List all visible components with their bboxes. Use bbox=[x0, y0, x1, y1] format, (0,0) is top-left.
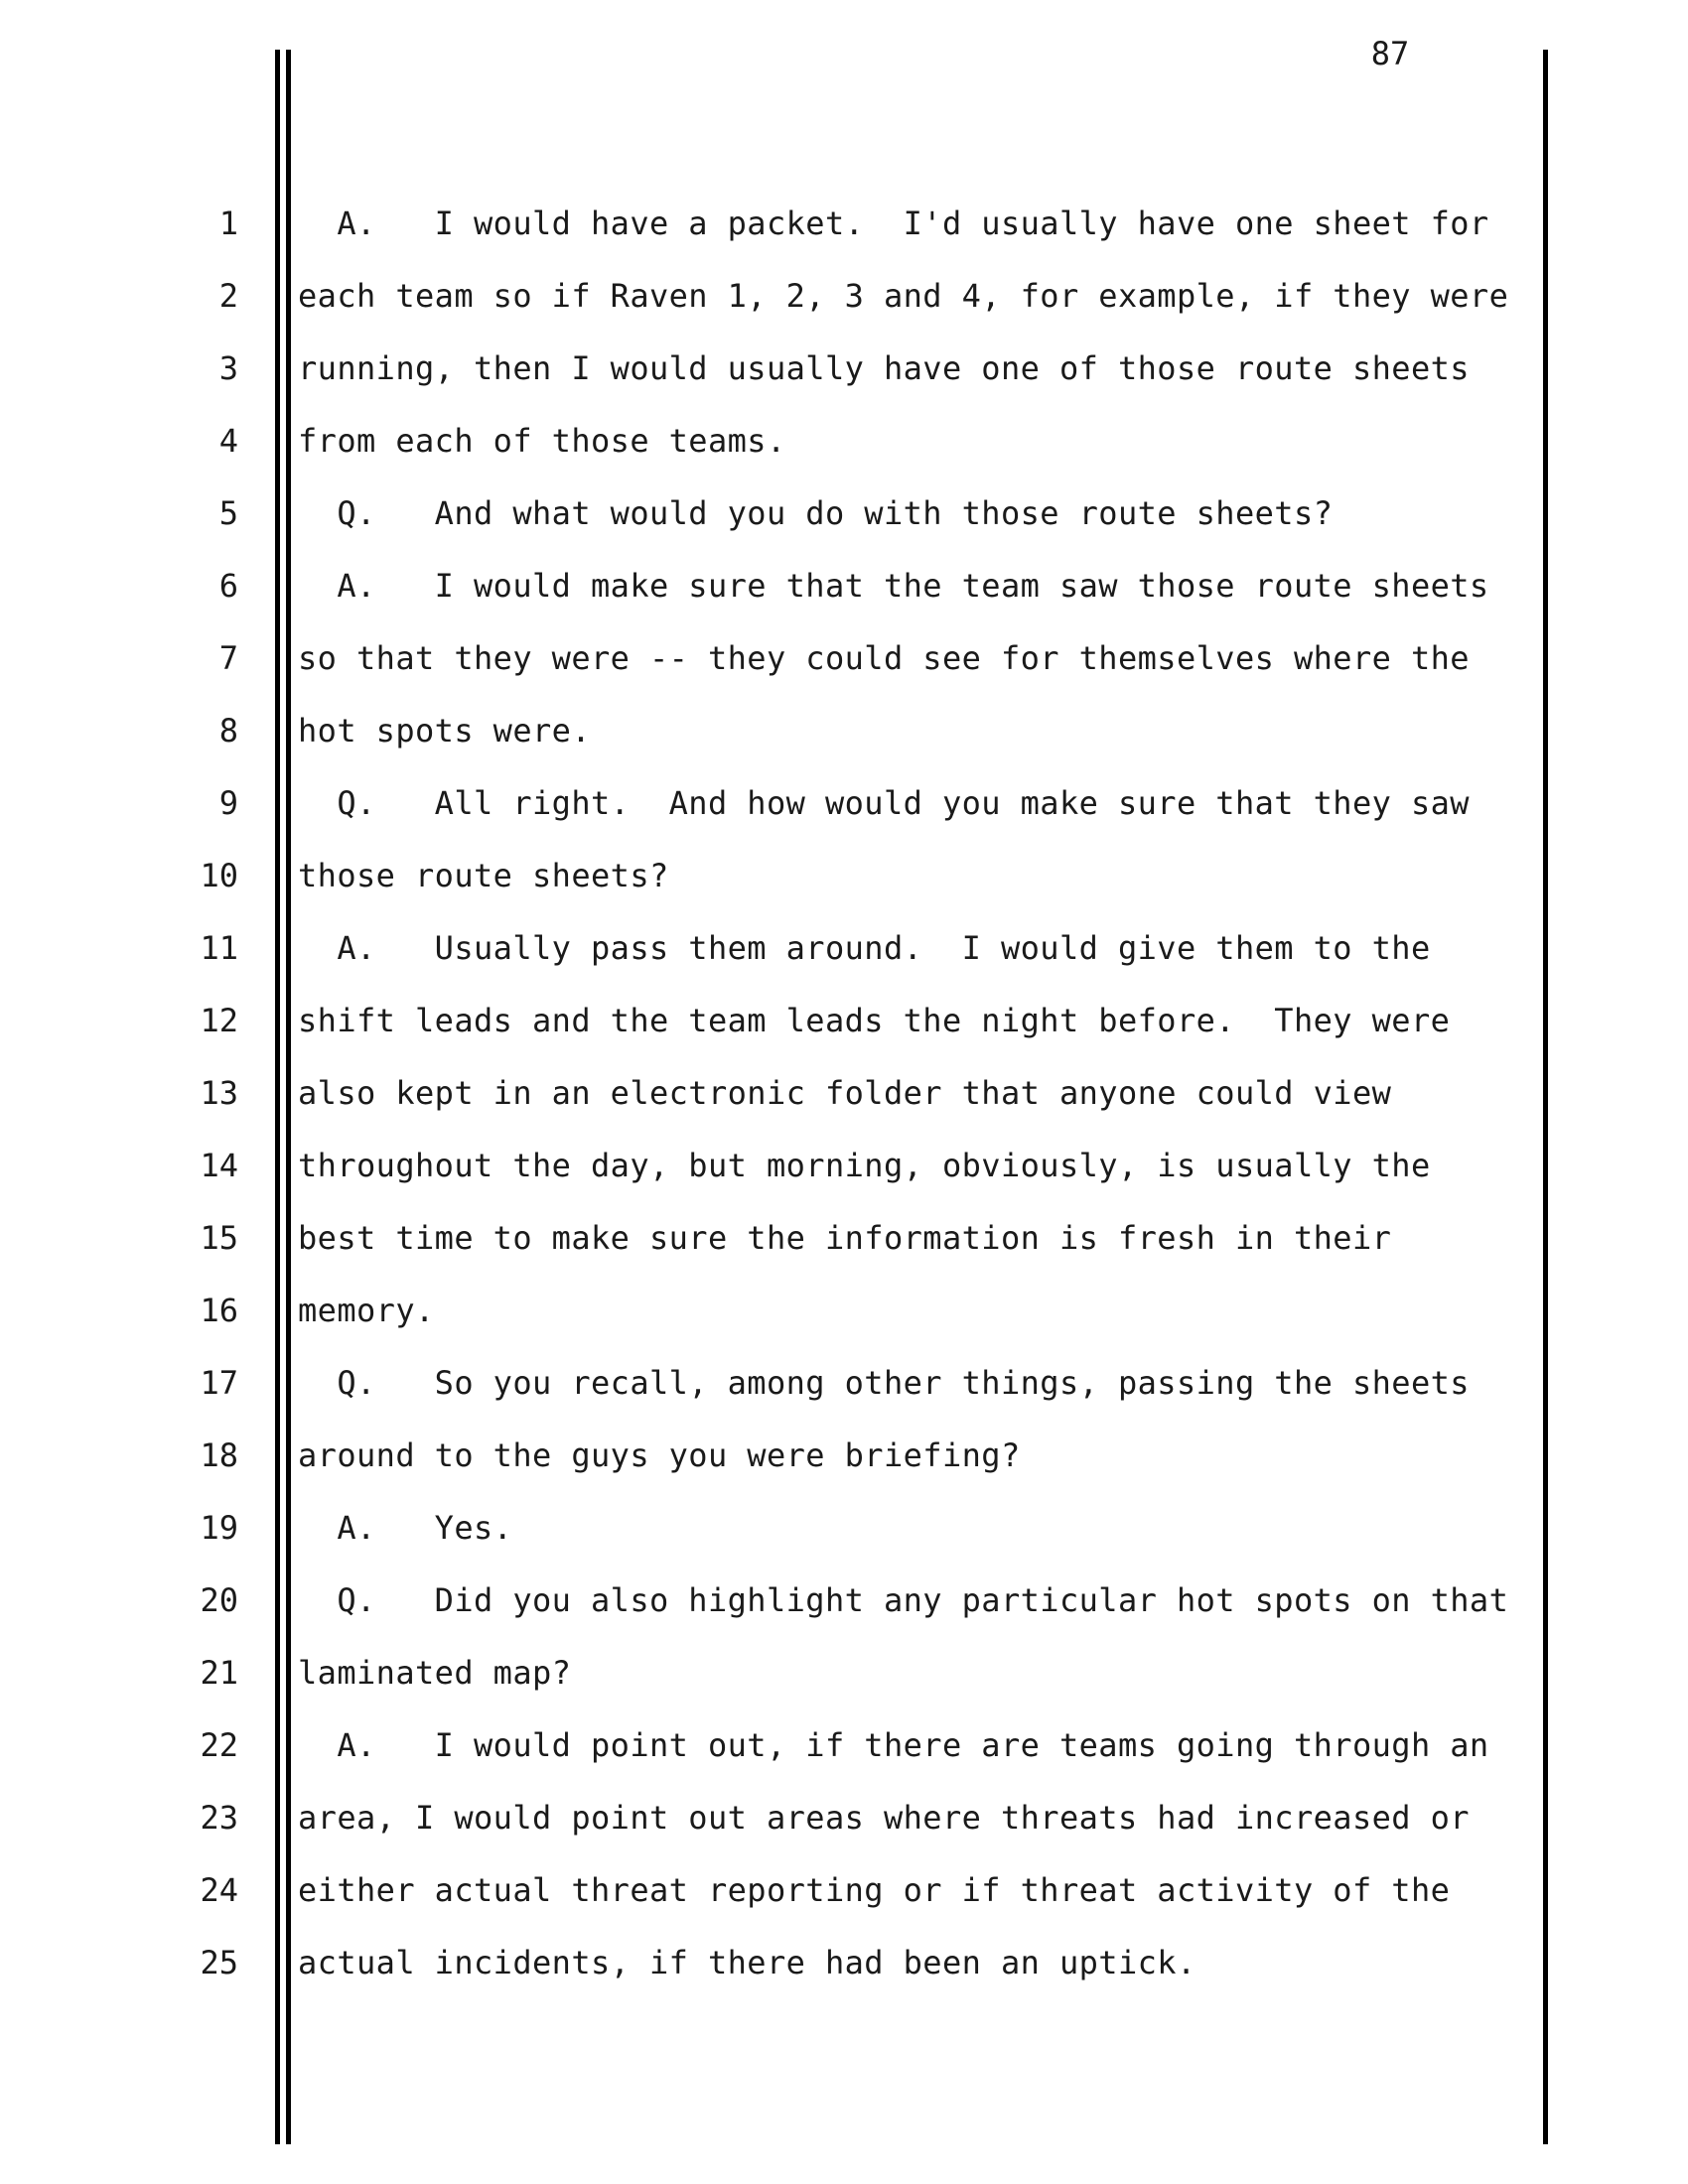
line-text: A. Yes. bbox=[298, 1509, 513, 1547]
transcript-line bbox=[0, 1860, 1688, 1933]
line-text: from each of those teams. bbox=[298, 422, 786, 460]
transcript-line bbox=[0, 628, 1688, 701]
transcript-line bbox=[0, 1643, 1688, 1715]
line-number: 1 bbox=[218, 205, 238, 242]
transcript-line bbox=[0, 194, 1688, 266]
transcript-line bbox=[0, 1788, 1688, 1860]
line-text: each team so if Raven 1, 2, 3 and 4, for example, if they were bbox=[298, 277, 1509, 315]
transcript-line bbox=[0, 1715, 1688, 1788]
line-number: 19 bbox=[200, 1509, 238, 1547]
transcript-line bbox=[0, 701, 1688, 773]
line-text: those route sheets? bbox=[298, 857, 669, 894]
line-number: 8 bbox=[218, 712, 238, 750]
line-text: area, I would point out areas where threats had increased or bbox=[298, 1799, 1470, 1837]
line-text: A. I would make sure that the team saw those route sheets bbox=[298, 567, 1489, 605]
line-number: 6 bbox=[218, 567, 238, 605]
transcript-line bbox=[0, 1353, 1688, 1426]
line-number: 9 bbox=[218, 784, 238, 822]
line-number: 22 bbox=[200, 1726, 238, 1764]
line-text: memory. bbox=[298, 1292, 435, 1329]
line-text: also kept in an electronic folder that anyone could view bbox=[298, 1074, 1392, 1112]
line-text: throughout the day, but morning, obviously, is usually the bbox=[298, 1147, 1431, 1184]
line-text: either actual threat reporting or if threat activity of the bbox=[298, 1871, 1451, 1909]
transcript-line bbox=[0, 918, 1688, 991]
transcript-line bbox=[0, 483, 1688, 556]
transcript-line bbox=[0, 1426, 1688, 1498]
transcript-line bbox=[0, 1281, 1688, 1353]
page-number: 87 bbox=[1370, 35, 1410, 72]
line-number: 12 bbox=[200, 1002, 238, 1039]
transcript-line bbox=[0, 1933, 1688, 2005]
line-number: 10 bbox=[200, 857, 238, 894]
line-number: 14 bbox=[200, 1147, 238, 1184]
line-text: Q. And what would you do with those route sheets? bbox=[298, 494, 1334, 532]
line-number: 15 bbox=[200, 1219, 238, 1257]
line-number: 5 bbox=[218, 494, 238, 532]
line-number: 23 bbox=[200, 1799, 238, 1837]
line-text: Q. So you recall, among other things, passing the sheets bbox=[298, 1364, 1470, 1402]
line-text: laminated map? bbox=[298, 1654, 572, 1692]
transcript-line bbox=[0, 1208, 1688, 1281]
line-text: A. I would have a packet. I'd usually have one sheet for bbox=[298, 205, 1489, 242]
line-number: 18 bbox=[200, 1436, 238, 1474]
transcript-line bbox=[0, 846, 1688, 918]
line-number: 25 bbox=[200, 1944, 238, 1981]
line-number: 13 bbox=[200, 1074, 238, 1112]
line-number: 7 bbox=[218, 639, 238, 677]
line-number: 24 bbox=[200, 1871, 238, 1909]
line-number: 20 bbox=[200, 1581, 238, 1619]
line-number: 21 bbox=[200, 1654, 238, 1692]
line-text: running, then I would usually have one of those route sheets bbox=[298, 349, 1470, 387]
line-text: so that they were -- they could see for themselves where the bbox=[298, 639, 1470, 677]
transcript-line bbox=[0, 411, 1688, 483]
transcript-line bbox=[0, 1570, 1688, 1643]
line-text: best time to make sure the information is fresh in their bbox=[298, 1219, 1392, 1257]
line-number: 4 bbox=[218, 422, 238, 460]
transcript-line bbox=[0, 1136, 1688, 1208]
transcript-line bbox=[0, 991, 1688, 1063]
transcript-line bbox=[0, 773, 1688, 846]
transcript-line bbox=[0, 556, 1688, 628]
line-text: around to the guys you were briefing? bbox=[298, 1436, 1021, 1474]
transcript-line bbox=[0, 1063, 1688, 1136]
line-number: 11 bbox=[200, 929, 238, 967]
line-number: 16 bbox=[200, 1292, 238, 1329]
line-number: 2 bbox=[218, 277, 238, 315]
line-number: 17 bbox=[200, 1364, 238, 1402]
line-text: A. I would point out, if there are teams going through an bbox=[298, 1726, 1489, 1764]
line-number: 3 bbox=[218, 349, 238, 387]
line-text: Q. Did you also highlight any particular hot spots on that bbox=[298, 1581, 1509, 1619]
line-text: hot spots were. bbox=[298, 712, 591, 750]
line-text: A. Usually pass them around. I would give them to the bbox=[298, 929, 1431, 967]
line-text: Q. All right. And how would you make sure that they saw bbox=[298, 784, 1470, 822]
transcript-line bbox=[0, 266, 1688, 339]
line-text: shift leads and the team leads the night before. They were bbox=[298, 1002, 1451, 1039]
line-text: actual incidents, if there had been an uptick. bbox=[298, 1944, 1196, 1981]
transcript-line bbox=[0, 339, 1688, 411]
transcript-line bbox=[0, 1498, 1688, 1570]
